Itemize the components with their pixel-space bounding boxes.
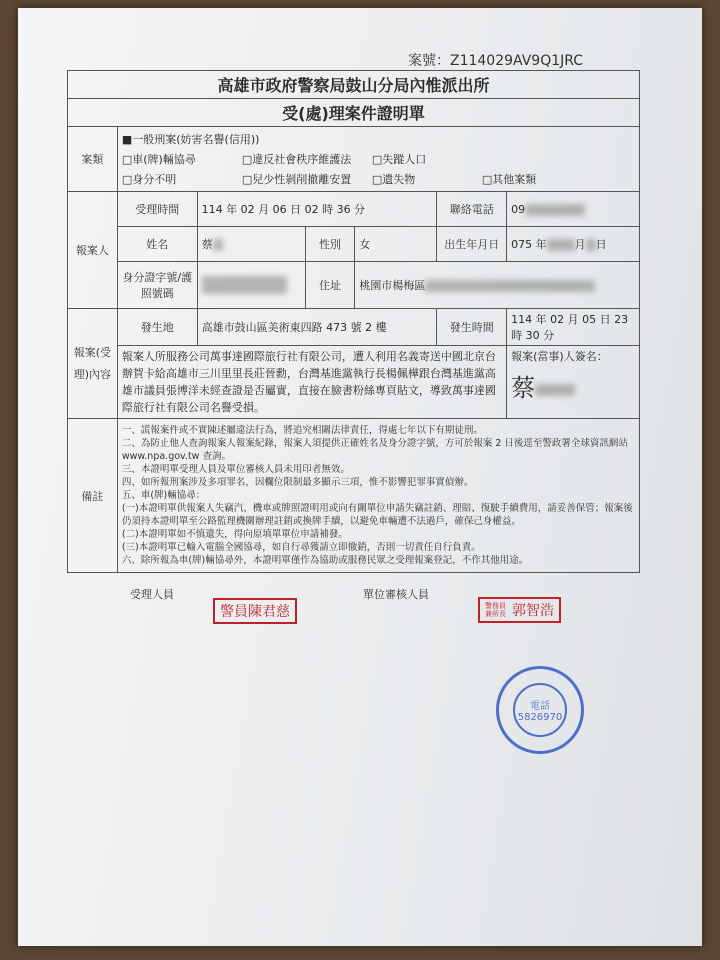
address-text: 桃園市楊梅區	[359, 279, 426, 292]
dob-month: 月	[574, 238, 586, 251]
case-type-option: □其他案類	[481, 173, 537, 186]
case-type-option: □兒少性剝削撤離安置	[241, 173, 352, 186]
note-item: 二、為防止他人查詢報案人報案紀錄，報案人須提供正確姓名及身分證字號，方可於報案 2 日後逕至警政署全球資訊網站 www.npa.gov.tw 查詢。	[121, 438, 628, 462]
incident-time-value: 114 年 02 月 05 日 23 時 30 分	[507, 309, 640, 346]
case-type-option: □失蹤人口	[371, 153, 427, 166]
reviewer-stamp-name: 郭智浩	[512, 603, 554, 619]
name-value	[197, 227, 305, 262]
reviewer-stamp-title: 警務員兼所長	[485, 602, 506, 618]
redacted-blur	[425, 280, 595, 292]
note-item: 一、謊報案件或不實陳述屬違法行為，將追究相關法律責任，得處七年以下有期徒刑。	[121, 425, 483, 436]
reviewer-label: 單位審核人員	[363, 588, 429, 601]
case-type-option: □身分不明	[121, 173, 177, 186]
redacted-blur	[202, 276, 287, 294]
dob-day: 日	[595, 238, 607, 251]
gender-label: 性別	[305, 227, 355, 262]
place-label: 發生地	[117, 309, 197, 346]
signature-label: 報案(當事)人簽名：	[511, 350, 608, 363]
note-item: 五、車(牌)輛協尋：	[121, 490, 206, 501]
note-item: 六、除所報為車(牌)輛協尋外，本證明單僅作為協助或服務民眾之受理報案登記，不作其他用途。	[121, 555, 529, 566]
note-item: 四、如所報刑案涉及多項罪名，因欄位限制最多顯示三項，惟不影響犯罪事實偵辦。	[121, 477, 474, 488]
notes-list	[117, 419, 639, 573]
dob-value	[507, 227, 640, 262]
signature	[511, 368, 635, 403]
case-type-options	[117, 127, 639, 192]
certificate-form	[67, 70, 640, 573]
note-item: (一)本證明單供報案人失竊汽、機車或牌照證明用或向有關單位申請失竊註銷、理賠、復駛手續費用，請妥善保管；報案後仍須持本證明單至公路監理機關辦理註銷或換牌手續，以避免車輛遭不法過戶，確保己身權益。	[121, 503, 633, 527]
title-line1: 高雄市政府警察局鼓山分局內惟派出所	[68, 71, 640, 99]
dob-label: 出生年月日	[437, 227, 507, 262]
note-item: 三、本證明單受理人員及單位審核人員未用印者無效。	[121, 464, 350, 475]
notes-label: 備註	[68, 419, 118, 573]
case-type-checked: ■一般刑案(妨害名譽(信用))	[121, 133, 260, 146]
case-type-label: 案類	[68, 127, 118, 192]
round-stamp-number: 5826970	[517, 712, 563, 723]
redacted-blur	[525, 204, 585, 216]
accept-time-value: 114 年 02 月 06 日 02 時 36 分	[197, 192, 437, 227]
signature-cell	[507, 346, 640, 419]
gender-value: 女	[355, 227, 437, 262]
redacted-blur	[586, 239, 596, 251]
note-item: (三)本證明單已輸入電腦全國協尋，如自行尋獲請立即撤銷，否則一切責任自行負責。	[121, 542, 481, 553]
id-value	[197, 262, 305, 309]
phone-text: 09	[511, 202, 526, 216]
name-label: 姓名	[117, 227, 197, 262]
receiver-stamp: 警員陳君慈	[213, 598, 297, 624]
case-type-option: □遺失物	[371, 173, 416, 186]
redacted-blur	[213, 239, 223, 251]
phone-value	[507, 192, 640, 227]
accept-time-label: 受理時間	[117, 192, 197, 227]
title-line2: 受(處)理案件證明單	[68, 99, 640, 127]
case-type-option: □車(牌)輛協尋	[121, 153, 196, 166]
certificate-paper	[18, 8, 702, 946]
incident-label: 報案(受理)內容	[68, 309, 118, 419]
receiver-label: 受理人員	[130, 588, 174, 601]
redacted-blur	[547, 239, 575, 251]
incident-time-label: 發生時間	[437, 309, 507, 346]
round-stamp-top: 電話	[530, 701, 550, 712]
reviewer-stamp	[478, 597, 561, 623]
case-type-option: □違反社會秩序維護法	[241, 153, 352, 166]
dob-year: 075 年	[511, 238, 547, 251]
id-label: 身分證字號/護照號碼	[117, 262, 197, 309]
station-round-stamp	[496, 666, 584, 754]
address-value	[355, 262, 640, 309]
place-value: 高雄市鼓山區美術東四路 473 號 2 樓	[197, 309, 437, 346]
note-item: (二)本證明單如不慎遺失，得向原填單單位申請補發。	[121, 529, 348, 540]
address-label: 住址	[305, 262, 355, 309]
incident-content: 報案人所服務公司萬事達國際旅行社有限公司，遭人利用名義寄送中國北京台辦賀卡給高雄市三川里里長莊晉勳，台灣基進黨執行長楊佩樺跟台灣基進黨高雄市議員張博洋未經查證是否屬實，直接在臉書粉絲專頁貼文，導致萬事達國際旅行社有限公司名譽受損。	[117, 346, 506, 419]
reporter-label: 報案人	[68, 192, 118, 309]
case-number: 案號：Z114029AV9Q1JRC	[408, 53, 584, 69]
phone-label: 聯絡電話	[437, 192, 507, 227]
signature-text: 蔡	[511, 374, 536, 402]
redacted-blur	[535, 384, 575, 396]
name-text: 蔡	[201, 238, 213, 251]
